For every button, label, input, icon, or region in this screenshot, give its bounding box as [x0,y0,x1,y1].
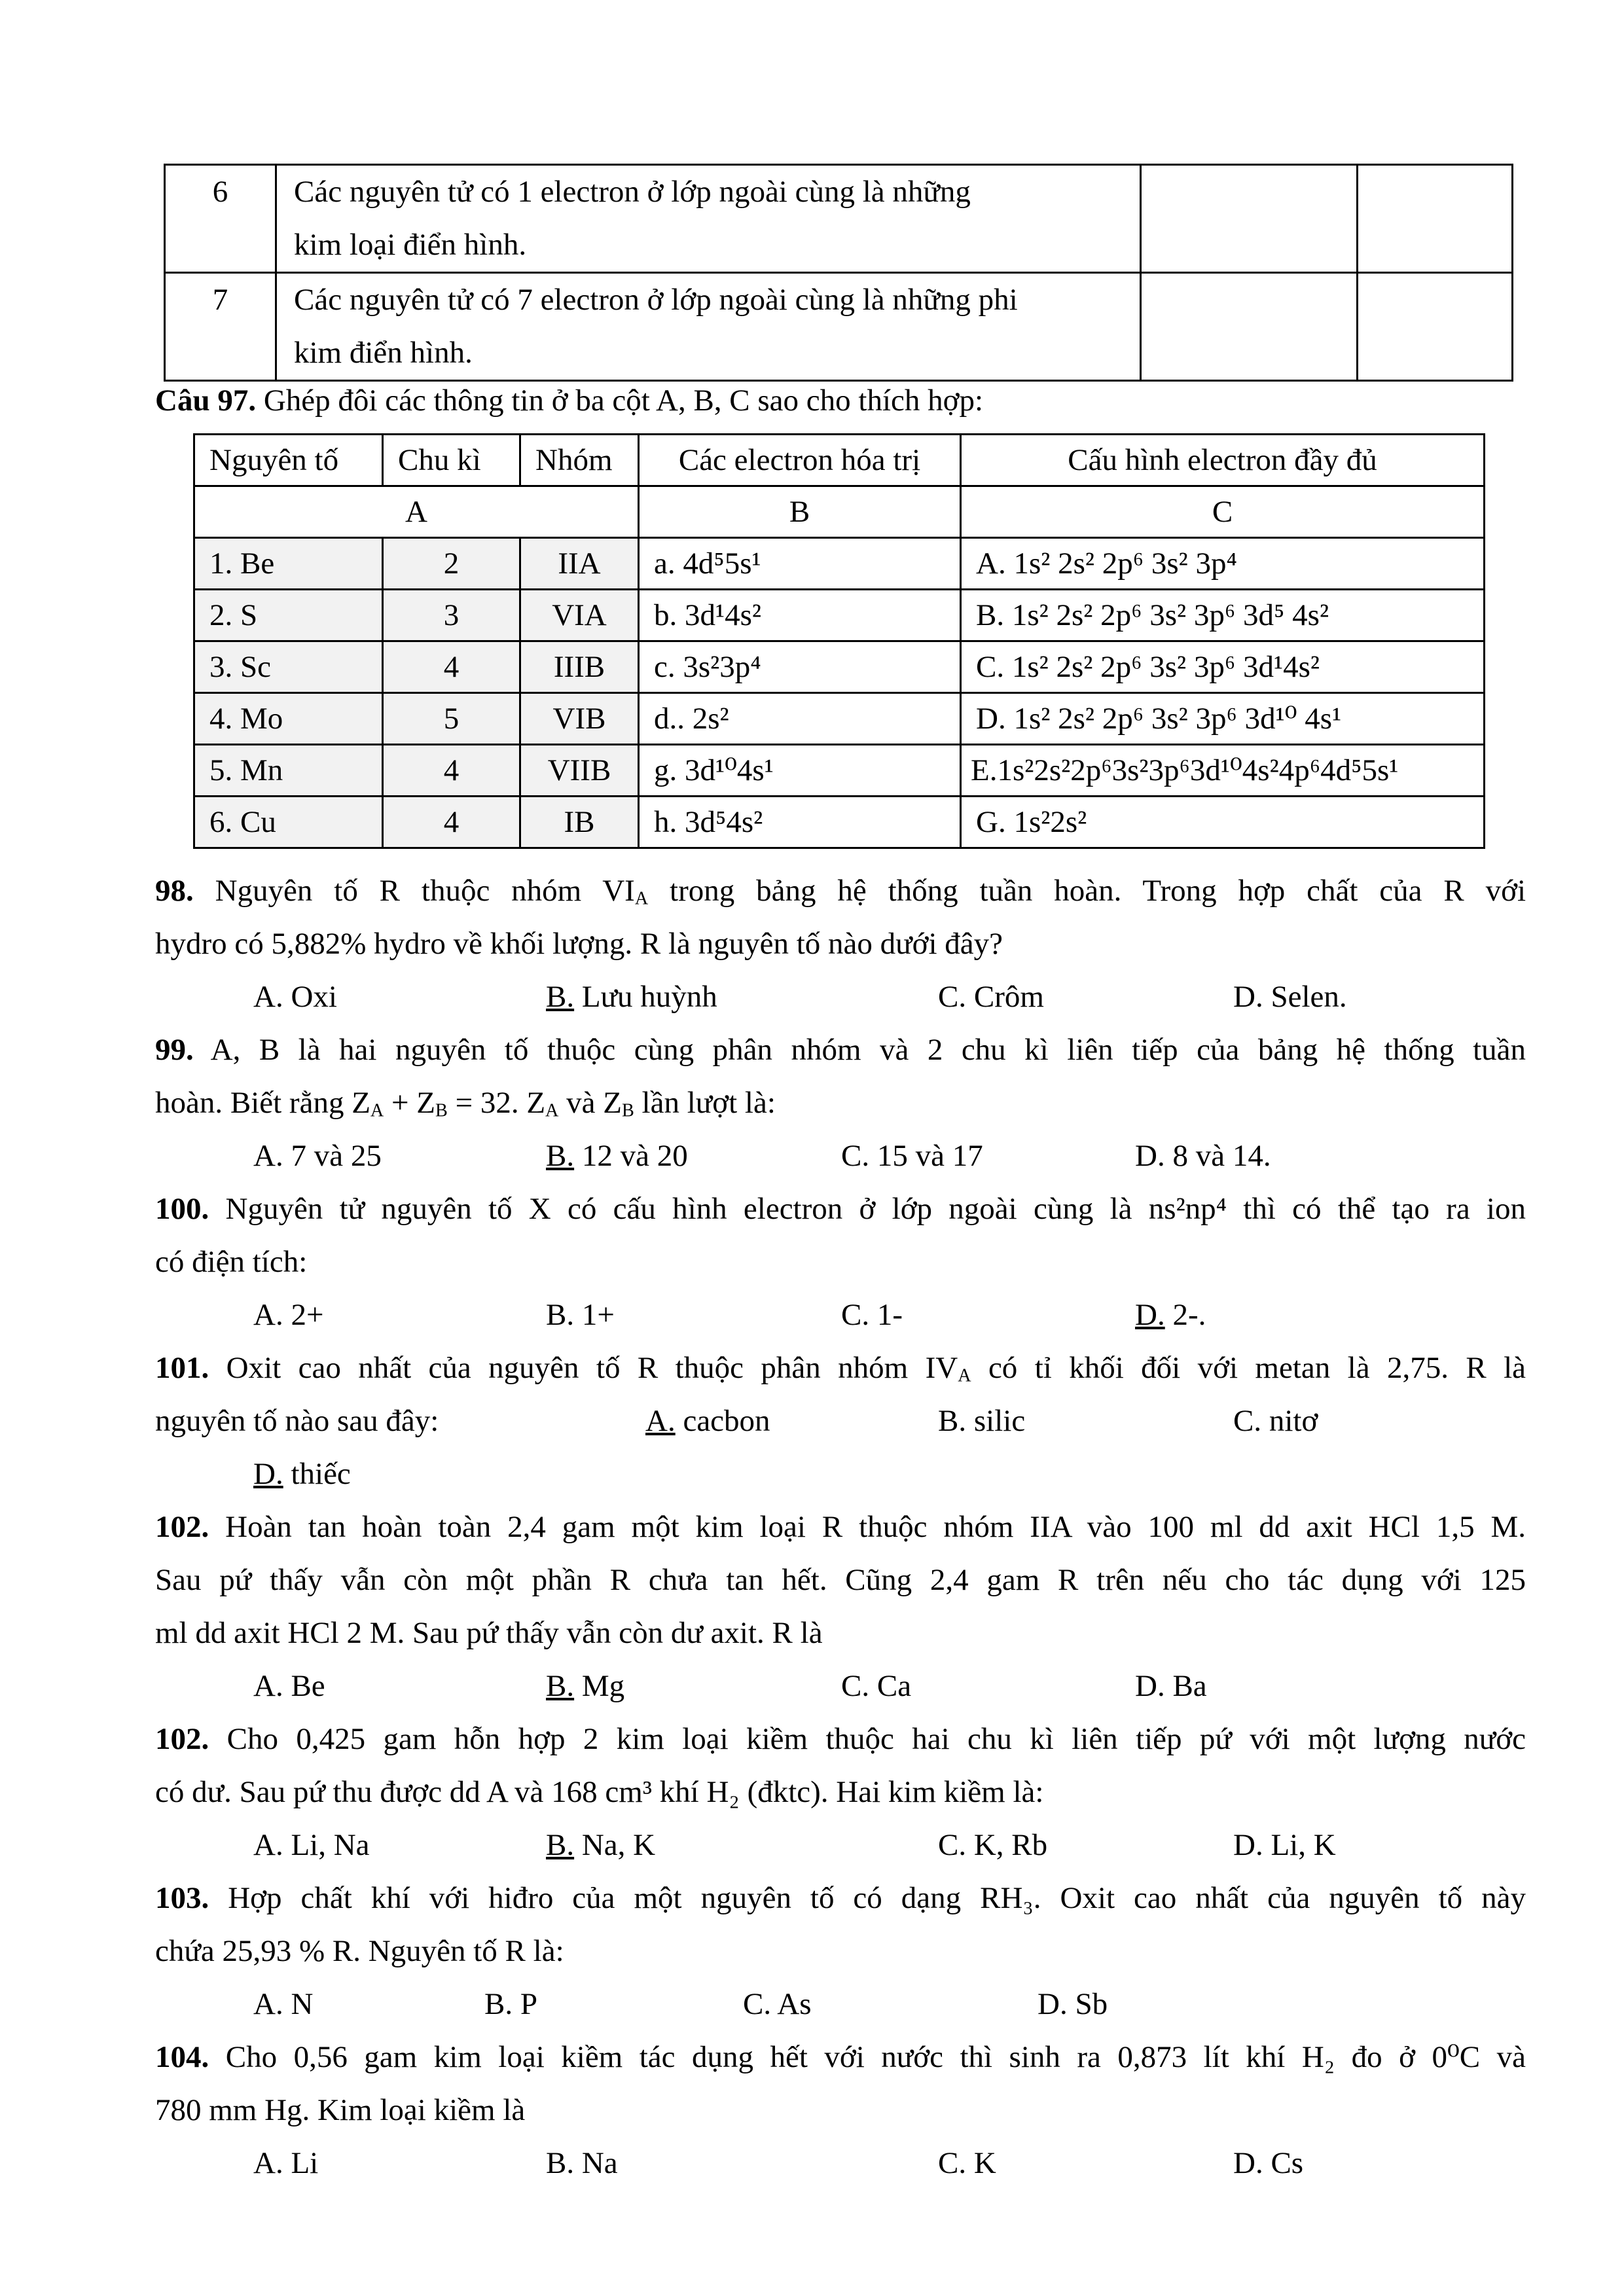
option-a[interactable]: A. Be [253,1669,325,1703]
option-d[interactable]: D. thiếc [253,1457,351,1491]
question-text: chứa 25,93 % R. Nguyên tố R là: [155,1934,564,1968]
question-text: có điện tích: [155,1245,308,1279]
option-a[interactable]: A. Li [253,2146,319,2180]
answer-options [155,1395,1526,1448]
column-a-label: A [194,486,639,538]
option-c[interactable]: C. 1- [841,1298,903,1332]
option-d[interactable]: D. Ba [1135,1669,1207,1703]
answer-options [155,1448,1526,1501]
question-text: có tỉ khối đối với metan là 2,75. R là [971,1351,1526,1385]
question-text: hydro có 5,882% hydro về khối lượng. R là nguyên tố nào dưới đây? [155,927,1003,961]
config-cell: D. 1s² 2s² 2p⁶ 3s² 3p⁶ 3d¹⁰ 4s¹ [961,693,1485,745]
element-cell: 3. Sc [194,641,383,693]
period-cell: 5 [383,693,520,745]
answer-options [155,1978,1526,2031]
question-100 [155,1183,1526,1342]
question-101 [155,1342,1526,1501]
question-text: Sau pứ thấy vẫn còn một phần R chưa tan hết. Cũng 2,4 gam R trên nếu cho tác dụng với 125 [155,1563,1526,1597]
option-d[interactable]: D. 8 và 14. [1135,1139,1271,1173]
subscript: A [958,1365,971,1386]
option-c[interactable]: C. nitơ [1233,1404,1318,1438]
header-valence: Các electron hóa trị [639,435,961,486]
option-d-correct[interactable]: D. 2-. [1135,1298,1206,1332]
matching-table [193,433,1485,849]
question-number: 103. [155,1881,209,1915]
true-false-table [164,164,1513,382]
answer-cell-true[interactable] [1141,273,1358,381]
table-row [194,745,1485,797]
row-number: 6 [165,165,276,273]
question-label: Câu 97. [155,384,257,418]
option-d[interactable]: D. Li, K [1233,1828,1336,1862]
column-c-label: C [961,486,1485,538]
option-b-correct[interactable]: B. Lưu huỳnh [546,980,717,1014]
question-number: 101. [155,1351,209,1385]
group-cell: IB [520,797,639,848]
option-d[interactable]: D. Sb [1038,1987,1108,2021]
statement-cell [276,165,1141,273]
statement-cell [276,273,1141,381]
period-cell: 3 [383,590,520,641]
group-cell: VIIB [520,745,639,797]
question-number: 98. [155,874,194,908]
valence-cell: a. 4d⁵5s¹ [639,538,961,590]
valence-cell: d.. 2s² [639,693,961,745]
column-b-label: B [639,486,961,538]
row-number: 7 [165,273,276,381]
valence-cell: c. 3s²3p⁴ [639,641,961,693]
question-number: 100. [155,1192,209,1226]
question-text: hoàn. Biết rằng $Z_A + Z_B = 32$. $Z_A$ và $Z_B$ lần lượt là: [155,1086,776,1121]
question-text: 780 mm Hg. Kim loại kiềm là [155,2093,526,2127]
element-cell: 2. S [194,590,383,641]
statement-line: kim loại điển hình. [294,228,527,262]
group-cell: IIIB [520,641,639,693]
table-row [194,538,1485,590]
header-period: Chu kì [383,435,520,486]
option-b[interactable]: B. P [484,1987,537,2021]
table-row [194,693,1485,745]
valence-cell: g. 3d¹⁰4s¹ [639,745,961,797]
group-cell: VIA [520,590,639,641]
question-number: 104. [155,2040,209,2074]
question-102-second [155,1713,1526,1872]
answer-options [155,1660,1526,1713]
question-text: Cho 0,425 gam hỗn hợp 2 kim loại kiềm thuộc hai chu kì liên tiếp pứ với một lượng nước [209,1722,1526,1756]
question-text: Nguyên tử nguyên tố X có cấu hình electron ở lớp ngoài cùng là ns²np⁴ thì có thể tạo ra ion [209,1192,1526,1226]
option-a[interactable]: A. Oxi [253,980,337,1014]
question-text: Ghép đôi các thông tin ở ba cột A, B, C sao cho thích hợp: [256,384,984,418]
header-row [194,435,1485,486]
answer-cell-true[interactable] [1141,165,1358,273]
table-row [194,641,1485,693]
option-b[interactable]: B. 1+ [546,1298,615,1332]
header-config: Cấu hình electron đầy đủ [961,435,1485,486]
table-row [165,165,1513,273]
question-number: 102. [155,1510,209,1544]
questions [155,865,1526,2190]
config-cell: G. 1s²2s² [961,797,1485,848]
period-cell: 4 [383,797,520,848]
statement-line: Các nguyên tử có 1 electron ở lớp ngoài cùng là những [294,175,971,209]
answer-cell-false[interactable] [1358,165,1513,273]
answer-options [155,971,1526,1024]
element-cell: 5. Mn [194,745,383,797]
option-c[interactable]: C. Ca [841,1669,912,1703]
question-number: 102. [155,1722,209,1756]
answer-options [155,1130,1526,1183]
question-97-prompt [155,374,983,427]
question-text: có dư. Sau pứ thu được dd A và 168 cm³ khí H₂ (đktc). Hai kim kiềm là: [155,1775,1044,1809]
period-cell: 4 [383,641,520,693]
answer-options [155,1289,1526,1342]
question-number: 99. [155,1033,194,1067]
question-text: nguyên tố nào sau đây: [155,1404,439,1438]
option-a[interactable]: A. 2+ [253,1298,324,1332]
period-cell: 4 [383,745,520,797]
option-b[interactable]: B. Na [546,2146,618,2180]
question-text: ml dd axit HCl 2 M. Sau pứ thấy vẫn còn dư axit. R là [155,1616,823,1650]
option-a-correct[interactable]: A. cacbon [645,1404,770,1438]
option-c[interactable]: C. K [938,2146,996,2180]
element-cell: 4. Mo [194,693,383,745]
question-text: Cho 0,56 gam kim loại kiềm tác dụng hết với nước thì sinh ra 0,873 lít khí H₂ đo ở 0⁰C và [209,2040,1526,2074]
config-cell: E.1s²2s²2p⁶3s²3p⁶3d¹⁰4s²4p⁶4d⁵5s¹ [961,745,1485,797]
question-text: A, B là hai nguyên tố thuộc cùng phân nhóm và 2 chu kì liên tiếp của bảng hệ thống tuần [193,1033,1526,1067]
element-cell: 6. Cu [194,797,383,848]
question-text: Hợp chất khí với hiđro của một nguyên tố có dạng RH₃. Oxit cao nhất của nguyên tố này [209,1881,1526,1915]
option-b[interactable]: B. silic [938,1404,1026,1438]
answer-cell-false[interactable] [1358,273,1513,381]
question-99 [155,1024,1526,1183]
subscript: A [634,888,649,909]
question-text: Hoàn tan hoàn toàn 2,4 gam một kim loại R thuộc nhóm IIA vào 100 ml dd axit HCl 1,5 M. [209,1510,1526,1544]
option-c[interactable]: C. Crôm [938,980,1044,1014]
statement-line: Các nguyên tử có 7 electron ở lớp ngoài cùng là những phi [294,283,1018,317]
config-cell: B. 1s² 2s² 2p⁶ 3s² 3p⁶ 3d⁵ 4s² [961,590,1485,641]
question-102 [155,1501,1526,1713]
question-104 [155,2031,1526,2190]
option-b-correct[interactable]: B. 12 và 20 [546,1139,688,1173]
option-b-correct[interactable]: B. Mg [546,1669,625,1703]
group-cell: VIB [520,693,639,745]
option-a[interactable]: A. Li, Na [253,1828,370,1862]
option-c[interactable]: C. 15 và 17 [841,1139,983,1173]
option-a[interactable]: A. 7 và 25 [253,1139,382,1173]
table-row [165,273,1513,381]
option-c[interactable]: C. K, Rb [938,1828,1048,1862]
valence-cell: b. 3d¹4s² [639,590,961,641]
config-cell: A. 1s² 2s² 2p⁶ 3s² 3p⁴ [961,538,1485,590]
header-element: Nguyên tố [194,435,383,486]
question-103 [155,1872,1526,2031]
table-row [194,797,1485,848]
option-d[interactable]: D. Selen. [1233,980,1347,1014]
period-cell: 2 [383,538,520,590]
table-row [194,590,1485,641]
question-text: Nguyên tố R thuộc nhóm VI [193,874,635,908]
header-group: Nhóm [520,435,639,486]
group-row [194,486,1485,538]
group-cell: IIA [520,538,639,590]
option-b-correct[interactable]: B. Na, K [546,1828,656,1862]
question-98 [155,865,1526,1024]
option-a[interactable]: A. N [253,1987,314,2021]
question-text: trong bảng hệ thống tuần hoàn. Trong hợp chất của R với [648,874,1526,908]
option-d[interactable]: D. Cs [1233,2146,1304,2180]
element-cell: 1. Be [194,538,383,590]
valence-cell: h. 3d⁵4s² [639,797,961,848]
question-text: Oxit cao nhất của nguyên tố R thuộc phân nhóm IV [209,1351,958,1385]
answer-options [155,1819,1526,1872]
answer-options [155,2137,1526,2190]
statement-line: kim điển hình. [294,336,473,370]
config-cell: C. 1s² 2s² 2p⁶ 3s² 3p⁶ 3d¹4s² [961,641,1485,693]
option-c[interactable]: C. As [743,1987,812,2021]
